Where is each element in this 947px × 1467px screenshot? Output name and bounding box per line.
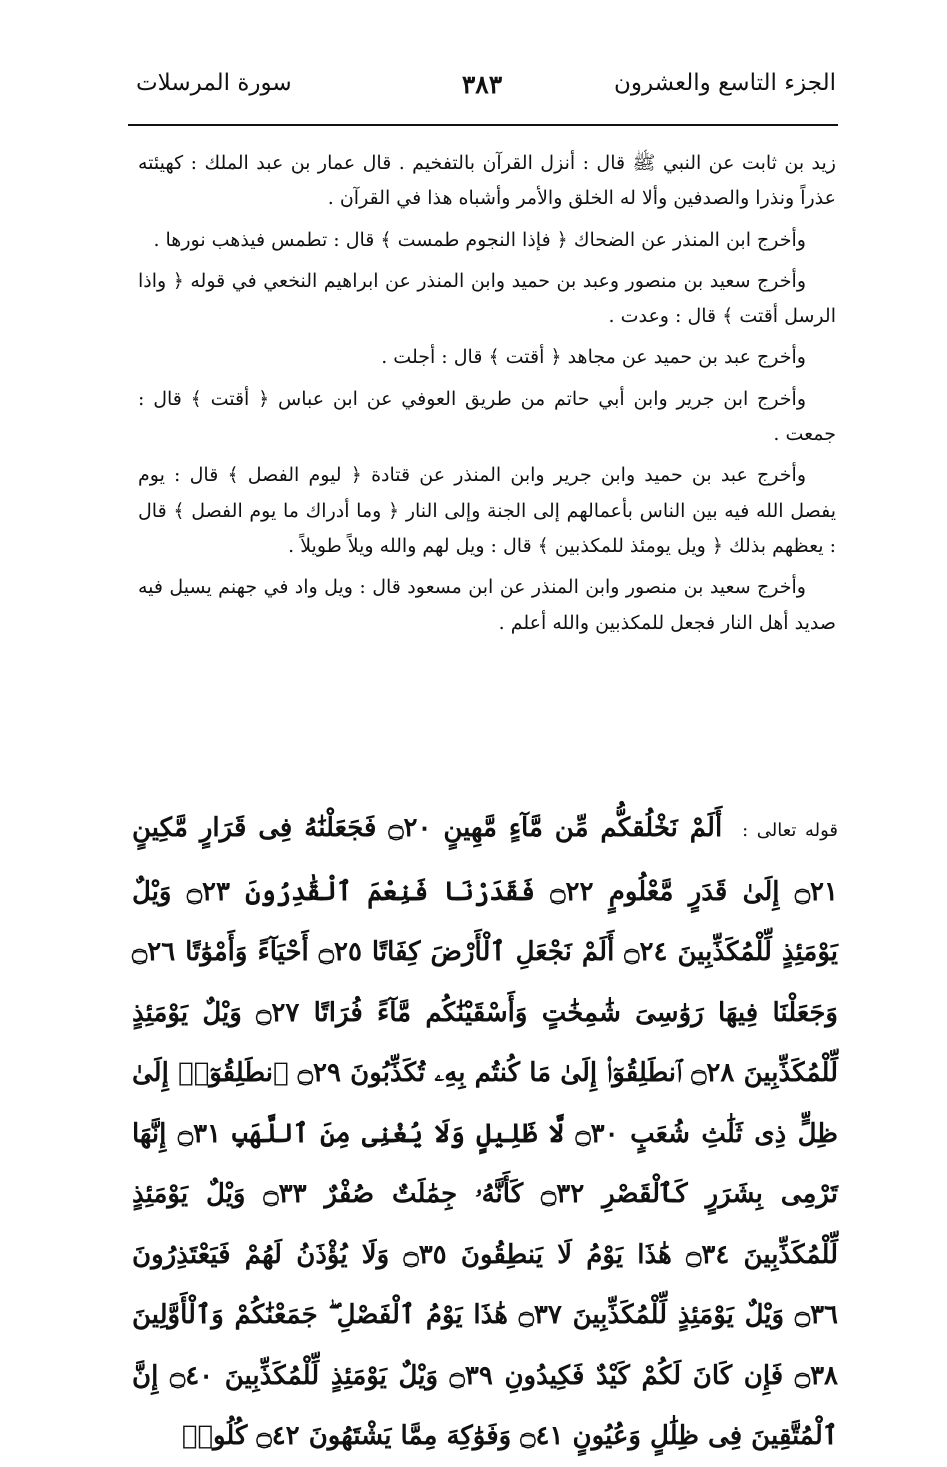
commentary-paragraph: وأخرج ابن جرير وابن أبي حاتم من طريق العوفي عن ابن عباس ﴿ أقتت ﴾ قال : جمعت . <box>138 387 836 446</box>
commentary-text <box>138 146 836 647</box>
page-header <box>128 58 836 114</box>
commentary-paragraph: وأخرج سعيد بن منصور وعبد بن حميد وابن المنذر عن ابراهيم النخعي في قوله ﴿ واذا الرسل أقتت ﴾ قال : وعدت . <box>138 269 836 328</box>
commentary-paragraph: وأخرج عبد بن حميد عن مجاهد ﴿ أقتت ﴾ قال : أجلت . <box>381 346 806 369</box>
commentary-paragraph: وأخرج ابن المنذر عن الضحاك ﴿ فإذا النجوم طمست ﴾ قال : تطمس فيذهب نورها . <box>153 228 806 251</box>
surah-title: سورة المرسلات <box>136 70 292 96</box>
verse-text: أَلَمْ نَخْلُقكُّم مِّن مَّآءٍ مَّهِينٍ ۝٢٠ فَجَعَلْنَٰهُ فِى قَرَارٍ مَّكِينٍ ۝٢١ إِلَىٰ قَدَرٍ مَّعْلُومٍ ۝٢٢ فَقَدَرْنَا فَنِعْمَ ٱلْقَٰدِرُونَ ۝٢٣ وَيْلٌ يَوْمَئِذٍ لِّلْمُكَذِّبِينَ ۝٢٤ أَلَمْ نَجْعَلِ ٱلْأَرْضَ كِفَاتًا ۝٢٥ أَحْيَآءً وَأَمْوَٰتًا ۝٢٦ وَجَعَلْنَا فِيهَا رَوَٰسِىَ شَٰمِخَٰتٍ وَأَسْقَيْنَٰكُم مَّآءً فُرَاتًا ۝٢٧ وَيْلٌ يَوْمَئِذٍ لِّلْمُكَذِّبِينَ ۝٢٨ ٱنطَلِقُوٓا۟ إِلَىٰ مَا كُنتُم بِهِۦ تُكَذِّبُونَ ۝٢٩ ٱنطَلِقُوٓا۟ إِلَىٰ ظِلٍّ ذِى ثَلَٰثِ شُعَبٍ ۝٣٠ لَّا ظَلِيلٍ وَلَا يُغْنِى مِنَ ٱللَّهَبِ ۝٣١ إِنَّهَا تَرْمِى بِشَرَرٍ كَٱلْقَصْرِ ۝٣٢ كَأَنَّهُۥ جِمَٰلَتٌ صُفْرٌ ۝٣٣ وَيْلٌ يَوْمَئِذٍ لِّلْمُكَذِّبِينَ ۝٣٤ هَٰذَا يَوْمُ لَا يَنطِقُونَ ۝٣٥ وَلَا يُؤْذَنُ لَهُمْ فَيَعْتَذِرُونَ ۝٣٦ وَيْلٌ يَوْمَئِذٍ لِّلْمُكَذِّبِينَ ۝٣٧ هَٰذَا يَوْمُ ٱلْفَصْلِ ۖ جَمَعْنَٰكُمْ وَٱلْأَوَّلِينَ ۝٣٨ فَإِن كَانَ لَكُمْ كَيْدٌ فَكِيدُونِ ۝٣٩ وَيْلٌ يَوْمَئِذٍ لِّلْمُكَذِّبِينَ ۝٤٠ إِنَّ ٱلْمُتَّقِينَ فِى ظِلَٰلٍ وَعُيُونٍ ۝٤١ وَفَوَٰكِهَ مِمَّا يَشْتَهُونَ ۝٤٢ كُلُوا۟ <box>132 813 839 1451</box>
part-title: الجزء التاسع والعشرون <box>613 70 836 96</box>
commentary-paragraph: وأخرج سعيد بن منصور وابن المنذر عن ابن مسعود قال : ويل واد في جهنم يسيل فيه صديد أهل النار فجعل للمكذبين والله أعلم . <box>138 576 836 634</box>
header-divider <box>128 124 838 126</box>
verse-intro: قوله تعالى : <box>742 820 839 841</box>
quran-verses <box>132 798 838 1467</box>
page-number: ٣٨٣ <box>461 70 503 99</box>
commentary-paragraph: زيد بن ثابت عن النبي ﷺ قال : أنزل القرآن بالتفخيم . قال عمار بن عبد الملك : كهيئته عذراً ونذرا والصدفين وألا له الخلق والأمر وأشباه هذا في القرآن . <box>138 152 836 210</box>
commentary-paragraph: وأخرج عبد بن حميد وابن جرير وابن المنذر عن قتادة ﴿ ليوم الفصل ﴾ قال : يوم يفصل الله فيه بين الناس بأعمالهم إلى الجنة وإلى النار ﴿ وما أدراك ما يوم الفصل ﴾ قال : يعظهم بذلك ﴿ ويل يومئذ للمكذبين ﴾ قال : ويل لهم والله ويلاً طويلاً . <box>138 464 836 557</box>
